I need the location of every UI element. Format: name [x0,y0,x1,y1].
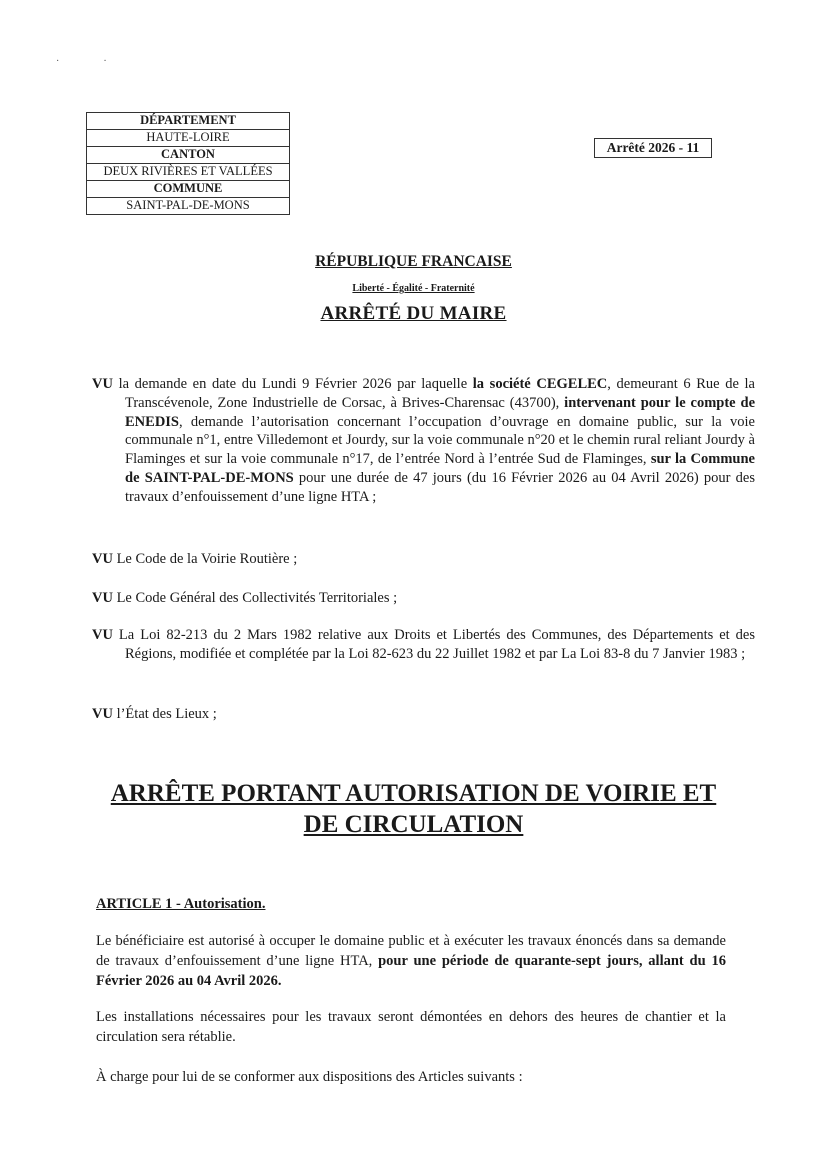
vu-clause-etat-des-lieux [92,705,722,724]
main-title-line1: ARRÊTE PORTANT AUTORISATION DE VOIRIE ET [110,780,717,807]
vu-clause-demande [92,375,755,507]
vu-keyword: VU [92,627,113,643]
vu-commune: sur la Commune de SAINT-PAL-DE-MONS [125,451,755,486]
vu-text: , demande l’autorisation concernant l’occupation d’ouvrage en domaine public, sur la voie communale n°1, entre Villedemont et Jourdy, sur la voie communale n°20 et le chemin rural reliant Jourdy à Flaminges et sur la voie communale n°17, de l’entrée Nord à l’entrée Sud de Flaminges, [125,413,755,468]
arrete-maire-title: ARRÊTÉ DU MAIRE [320,303,507,324]
para-period: pour une période de quarante-sept jours, allant du 16 Février 2026 au 04 Avril 2026. [96,953,726,989]
scan-specks: ·· [56,56,151,67]
vu-keyword: VU [92,590,113,606]
vu-text: La Loi 82-213 du 2 Mars 1982 relative aux Droits et Libertés des Communes, des Départements et des Régions, modifiée et complétée par la Loi 82-623 du 22 Juillet 1982 et par La Loi 83-8 du 7 Janvier 1983 ; [112,627,755,662]
administrative-header-table [86,112,290,215]
vu-clause-code-voirie [92,550,722,569]
vu-keyword: VU [92,706,113,722]
vu-text: l’État des Lieux ; [112,706,217,722]
article-1-paragraph-3: À charge pour lui de se conformer aux dispositions des Articles suivants : [96,1069,523,1085]
header-row-departement-value: HAUTE-LOIRE [87,130,289,147]
article-1-paragraph-2: Les installations nécessaires pour les travaux seront démontées en dehors des heures de chantier et la circulation sera rétablie. [96,1009,726,1045]
vu-company-name: la société CEGELEC [472,376,608,392]
header-row-departement-label: DÉPARTEMENT [87,113,289,130]
para-text: Le bénéficiaire est autorisé à occuper le domaine public et à exécuter les travaux énoncés dans sa demande de travaux d’enfouissement d’une ligne HTA, [96,933,726,969]
vu-text: Le Code de la Voirie Routière ; [112,551,298,567]
vu-text: , demeurant 6 Rue de la Transcévenole, Zone Industrielle de Corsac, à Brives-Charensac (43700), [125,376,755,411]
main-title [80,778,747,840]
header-row-commune-value: SAINT-PAL-DE-MONS [126,198,250,212]
vu-text: Le Code Général des Collectivités Territoriales ; [112,590,398,606]
vu-clause-cgct [92,589,722,608]
republic-motto: Liberté - Égalité - Fraternité [352,283,475,294]
main-title-line2: DE CIRCULATION [303,811,524,838]
article-1-heading: ARTICLE 1 - Autorisation. [96,896,266,912]
arrete-number-box: Arrêté 2026 - 11 [594,138,712,158]
header-row-commune-label: COMMUNE [87,181,289,198]
header-row-canton-label: CANTON [87,147,289,164]
vu-text: pour une durée de 47 jours (du 16 Février 2026 au 04 Avril 2026) pour des travaux d’enfouissement d’une ligne HTA ; [125,469,755,505]
header-row-canton-value: DEUX RIVIÈRES ET VALLÉES [87,164,289,181]
vu-intervenant: intervenant pour le compte de ENEDIS [125,394,755,430]
vu-keyword: VU [92,376,113,392]
article-1-paragraph-1 [96,931,726,991]
vu-text: la demande en date du Lundi 9 Février 2026 par laquelle [112,376,473,392]
republic-title: RÉPUBLIQUE FRANCAISE [315,253,512,270]
vu-keyword: VU [92,551,113,567]
vu-clause-loi [92,626,755,664]
